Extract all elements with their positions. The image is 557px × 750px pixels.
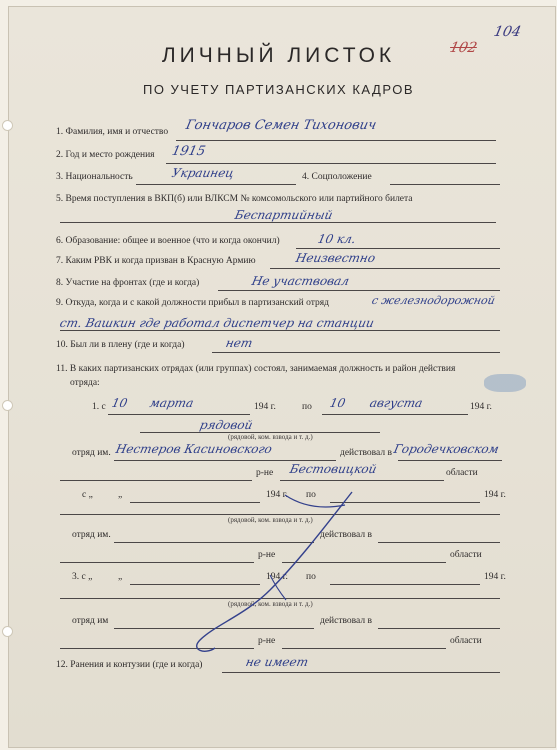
- field-2-label: 2. Год и место рождения: [56, 150, 155, 160]
- section-3-prefix: 3. с „: [72, 572, 93, 582]
- section-3-quote: „: [118, 572, 123, 582]
- section-1-to-word: по: [302, 402, 312, 412]
- field-3-label: 3. Национальность: [56, 172, 133, 182]
- section-2-otryad-label: отряд им.: [72, 530, 111, 540]
- section-1-year-to: 194 г.: [470, 402, 492, 412]
- field-11-label-cont: отряда:: [70, 378, 100, 388]
- section-3-otryad-label: отряд им: [72, 616, 109, 626]
- section-1-otryad-label: отряд им.: [72, 448, 111, 458]
- field-12-label: 12. Ранения и контузии (где и когда): [56, 660, 203, 670]
- section-1-from-day: 10: [110, 396, 129, 410]
- field-9-value-a: с железнодорожной: [370, 294, 497, 307]
- field-8-value: Не участвовал: [250, 274, 351, 288]
- section-1-rayon-label: р-не: [256, 468, 274, 478]
- section-2-oblast-label: области: [450, 550, 482, 560]
- section-2-year-to: 194 г.: [484, 490, 506, 500]
- field-5-label: 5. Время поступления в ВКП(б) или ВЛКСМ № комсомольского или партийного билета: [56, 194, 413, 204]
- section-3-deystvoval-label: действовал в: [320, 616, 372, 626]
- field-9-label: 9. Откуда, когда и с какой должности прибыл в партизанский отряд: [56, 298, 329, 308]
- section-2-to-word: по: [306, 490, 316, 500]
- section-3-year-from: 194 г.: [266, 572, 288, 582]
- section-1-deystvoval-value: Городечковском: [392, 442, 501, 456]
- section-2-quote: „: [118, 490, 123, 500]
- field-7-label: 7. Каким РВК и когда призван в Красную Армию: [56, 256, 256, 266]
- section-2-prefix: с „: [82, 490, 93, 500]
- section-3-rayon-label: р-не: [258, 636, 276, 646]
- field-7-value: Неизвестно: [294, 251, 377, 265]
- field-1-label: 1. Фамилия, имя и отчество: [56, 127, 169, 137]
- section-3-position-caption: (рядовой, ком. взвода и т. д.): [228, 600, 313, 608]
- section-2-position-caption: (рядовой, ком. взвода и т. д.): [228, 516, 313, 524]
- document-subtitle: ПО УЧЕТУ ПАРТИЗАНСКИХ КАДРОВ: [142, 82, 414, 97]
- field-6-label: 6. Образование: общее и военное (что и когда окончил): [56, 236, 280, 246]
- section-2-year-from: 194 г.: [266, 490, 288, 500]
- section-2-deystvoval-label: действовал в: [320, 530, 372, 540]
- section-3-oblast-label: области: [450, 636, 482, 646]
- section-1-position-caption: (рядовой, ком. взвода и т. д.): [228, 433, 313, 441]
- section-3-year-to: 194 г.: [484, 572, 506, 582]
- section-1-rayon-value: Бестовицкой: [288, 462, 378, 476]
- section-1-oblast-label: области: [446, 468, 478, 478]
- field-4-label: 4. Соцположение: [302, 172, 372, 182]
- field-1-value: Гончаров Семен Тихонович: [184, 118, 378, 133]
- section-1-from-month: марта: [148, 396, 195, 410]
- section-3-to-word: по: [306, 572, 316, 582]
- field-12-value: не имеет: [244, 655, 310, 669]
- field-11-label: 11. В каких партизанских отрядах (или группах) состоял, занимаемая должность и район действия: [56, 364, 456, 374]
- section-1-position: рядовой: [198, 418, 254, 432]
- section-2-rayon-label: р-не: [258, 550, 276, 560]
- archive-number: 104: [492, 24, 523, 40]
- field-2-value: 1915: [170, 144, 207, 159]
- field-5-value: Беспартийный: [233, 208, 334, 222]
- field-8-label: 8. Участие на фронтах (где и когда): [56, 278, 200, 288]
- section-1-to-day: 10: [328, 396, 347, 410]
- section-1-deystvoval-label: действовал в: [340, 448, 392, 458]
- crossed-archive-number: 102: [448, 40, 479, 56]
- section-1-prefix: 1. с: [92, 402, 106, 412]
- field-10-label: 10. Был ли в плену (где и когда): [56, 340, 185, 350]
- document-title: ЛИЧНЫЙ ЛИСТОК: [161, 44, 396, 67]
- field-10-value: нет: [224, 336, 254, 350]
- section-1-to-month: августа: [368, 396, 424, 410]
- section-1-year-from: 194 г.: [254, 402, 276, 412]
- section-1-otryad-name: Нестеров Касиновского: [114, 442, 274, 456]
- field-6-value: 10 кл.: [316, 232, 358, 246]
- field-3-value: Украинец: [170, 166, 236, 180]
- field-9-value-b: ст. Вашкин где работал диспетчер на станции: [58, 316, 376, 330]
